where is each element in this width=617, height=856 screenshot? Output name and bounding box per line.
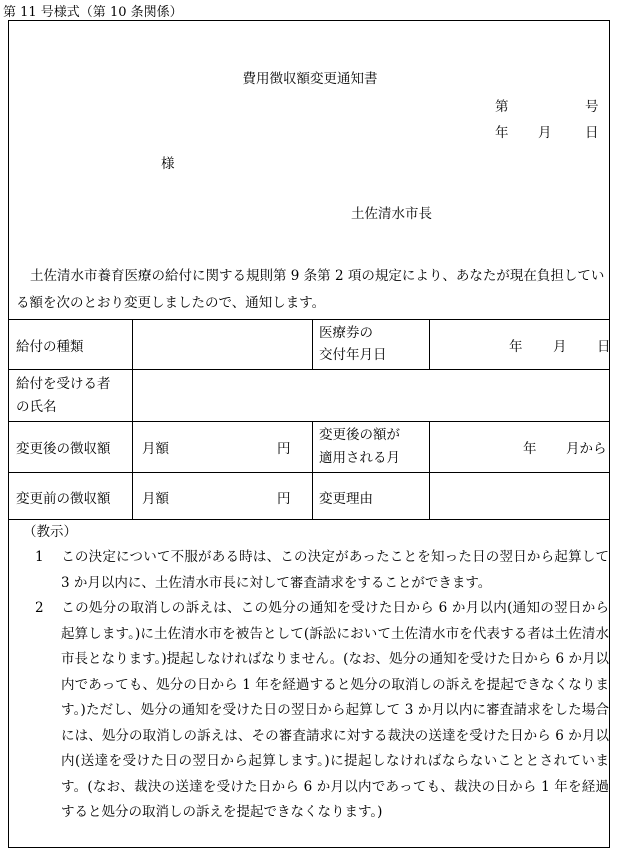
before-yen-unit: 円 — [277, 491, 291, 507]
issuer: 土佐清水市長 — [351, 206, 432, 222]
appeal-notice — [15, 519, 609, 826]
table-column-divider — [132, 319, 133, 519]
number-prefix: 第 — [495, 99, 509, 115]
before-monthly-label: 月額 — [142, 491, 169, 507]
notice-item: 2 この処分の取消しの訴えは、この処分の通知を受けた日から 6 か月以内(通知の翌日から起算します。)に土佐清水市を被告として(訴訟において土佐清水市を代表する者は土佐清水市長となります。)提起しなければなりません。(なお、処分の通知を受けた日から 6 か月以内であっても、処分の日から 1 年を経過すると処分の取消しの訴えを提起できなくなります。)ただし、処分の通知を受けた日の翌日から起算して 3 か月以内に審査請求をした場合には、処分の取消しの訴えは、その審査請求に対する裁決の送達を受けた日から 6 か月以内(送達を受けた日の翌日から起算します。)に提起しなければならないこととされています。(なお、裁決の送達を受けた日から 6 か月以内であっても、裁決の日から 1 年を経過すると処分の取消しの訴えを提起できなくなります。) — [35, 600, 609, 820]
notice-heading: （教示） — [23, 524, 77, 540]
date-month: 月 — [538, 125, 552, 141]
ticket-date-month: 月 — [553, 339, 567, 355]
change-reason-label: 変更理由 — [319, 491, 373, 507]
table-row-divider — [9, 421, 609, 422]
addressee-suffix: 様 — [161, 156, 175, 172]
ticket-date-day: 日 — [597, 339, 611, 355]
form-number-label: 第 11 号様式（第 10 条関係） — [3, 5, 183, 20]
ticket-date-year: 年 — [509, 339, 523, 355]
notice-item: 1 この決定について不服がある時は、この決定があったことを知った日の翌日から起算して 3 か月以内に、土佐清水市長に対して審査請求をすることができます。 — [35, 549, 609, 591]
recipient-name-label: 給付を受ける者 の氏名 — [16, 376, 111, 415]
table-column-divider — [429, 421, 430, 519]
table-row-divider — [9, 369, 609, 370]
date-year: 年 — [495, 125, 509, 141]
table-column-divider — [312, 319, 313, 369]
applied-from-month: 月から — [566, 441, 607, 457]
document-frame — [8, 20, 610, 848]
applied-month-label: 変更後の額が 適用される月 — [319, 427, 400, 466]
table-column-divider — [429, 319, 430, 369]
after-monthly-label: 月額 — [142, 441, 169, 457]
after-amount-label: 変更後の徴収額 — [16, 441, 111, 457]
benefit-type-label: 給付の種類 — [16, 339, 84, 355]
applied-year: 年 — [523, 441, 537, 457]
ticket-date-label: 医療券の 交付年月日 — [319, 325, 387, 363]
number-suffix: 号 — [585, 99, 599, 115]
main-text: 土佐清水市養育医療の給付に関する規則第 9 条第 2 項の規定により、あなたが現在負担している額を次のとおり変更しましたので、通知します。 — [16, 268, 605, 311]
table-row-divider — [9, 472, 609, 473]
date-day: 日 — [585, 125, 599, 141]
before-amount-label: 変更前の徴収額 — [16, 491, 111, 507]
document-title: 費用徴収額変更通知書 — [242, 71, 378, 87]
after-yen-unit: 円 — [277, 441, 291, 457]
table-column-divider — [312, 421, 313, 519]
table-top-border — [9, 319, 609, 320]
